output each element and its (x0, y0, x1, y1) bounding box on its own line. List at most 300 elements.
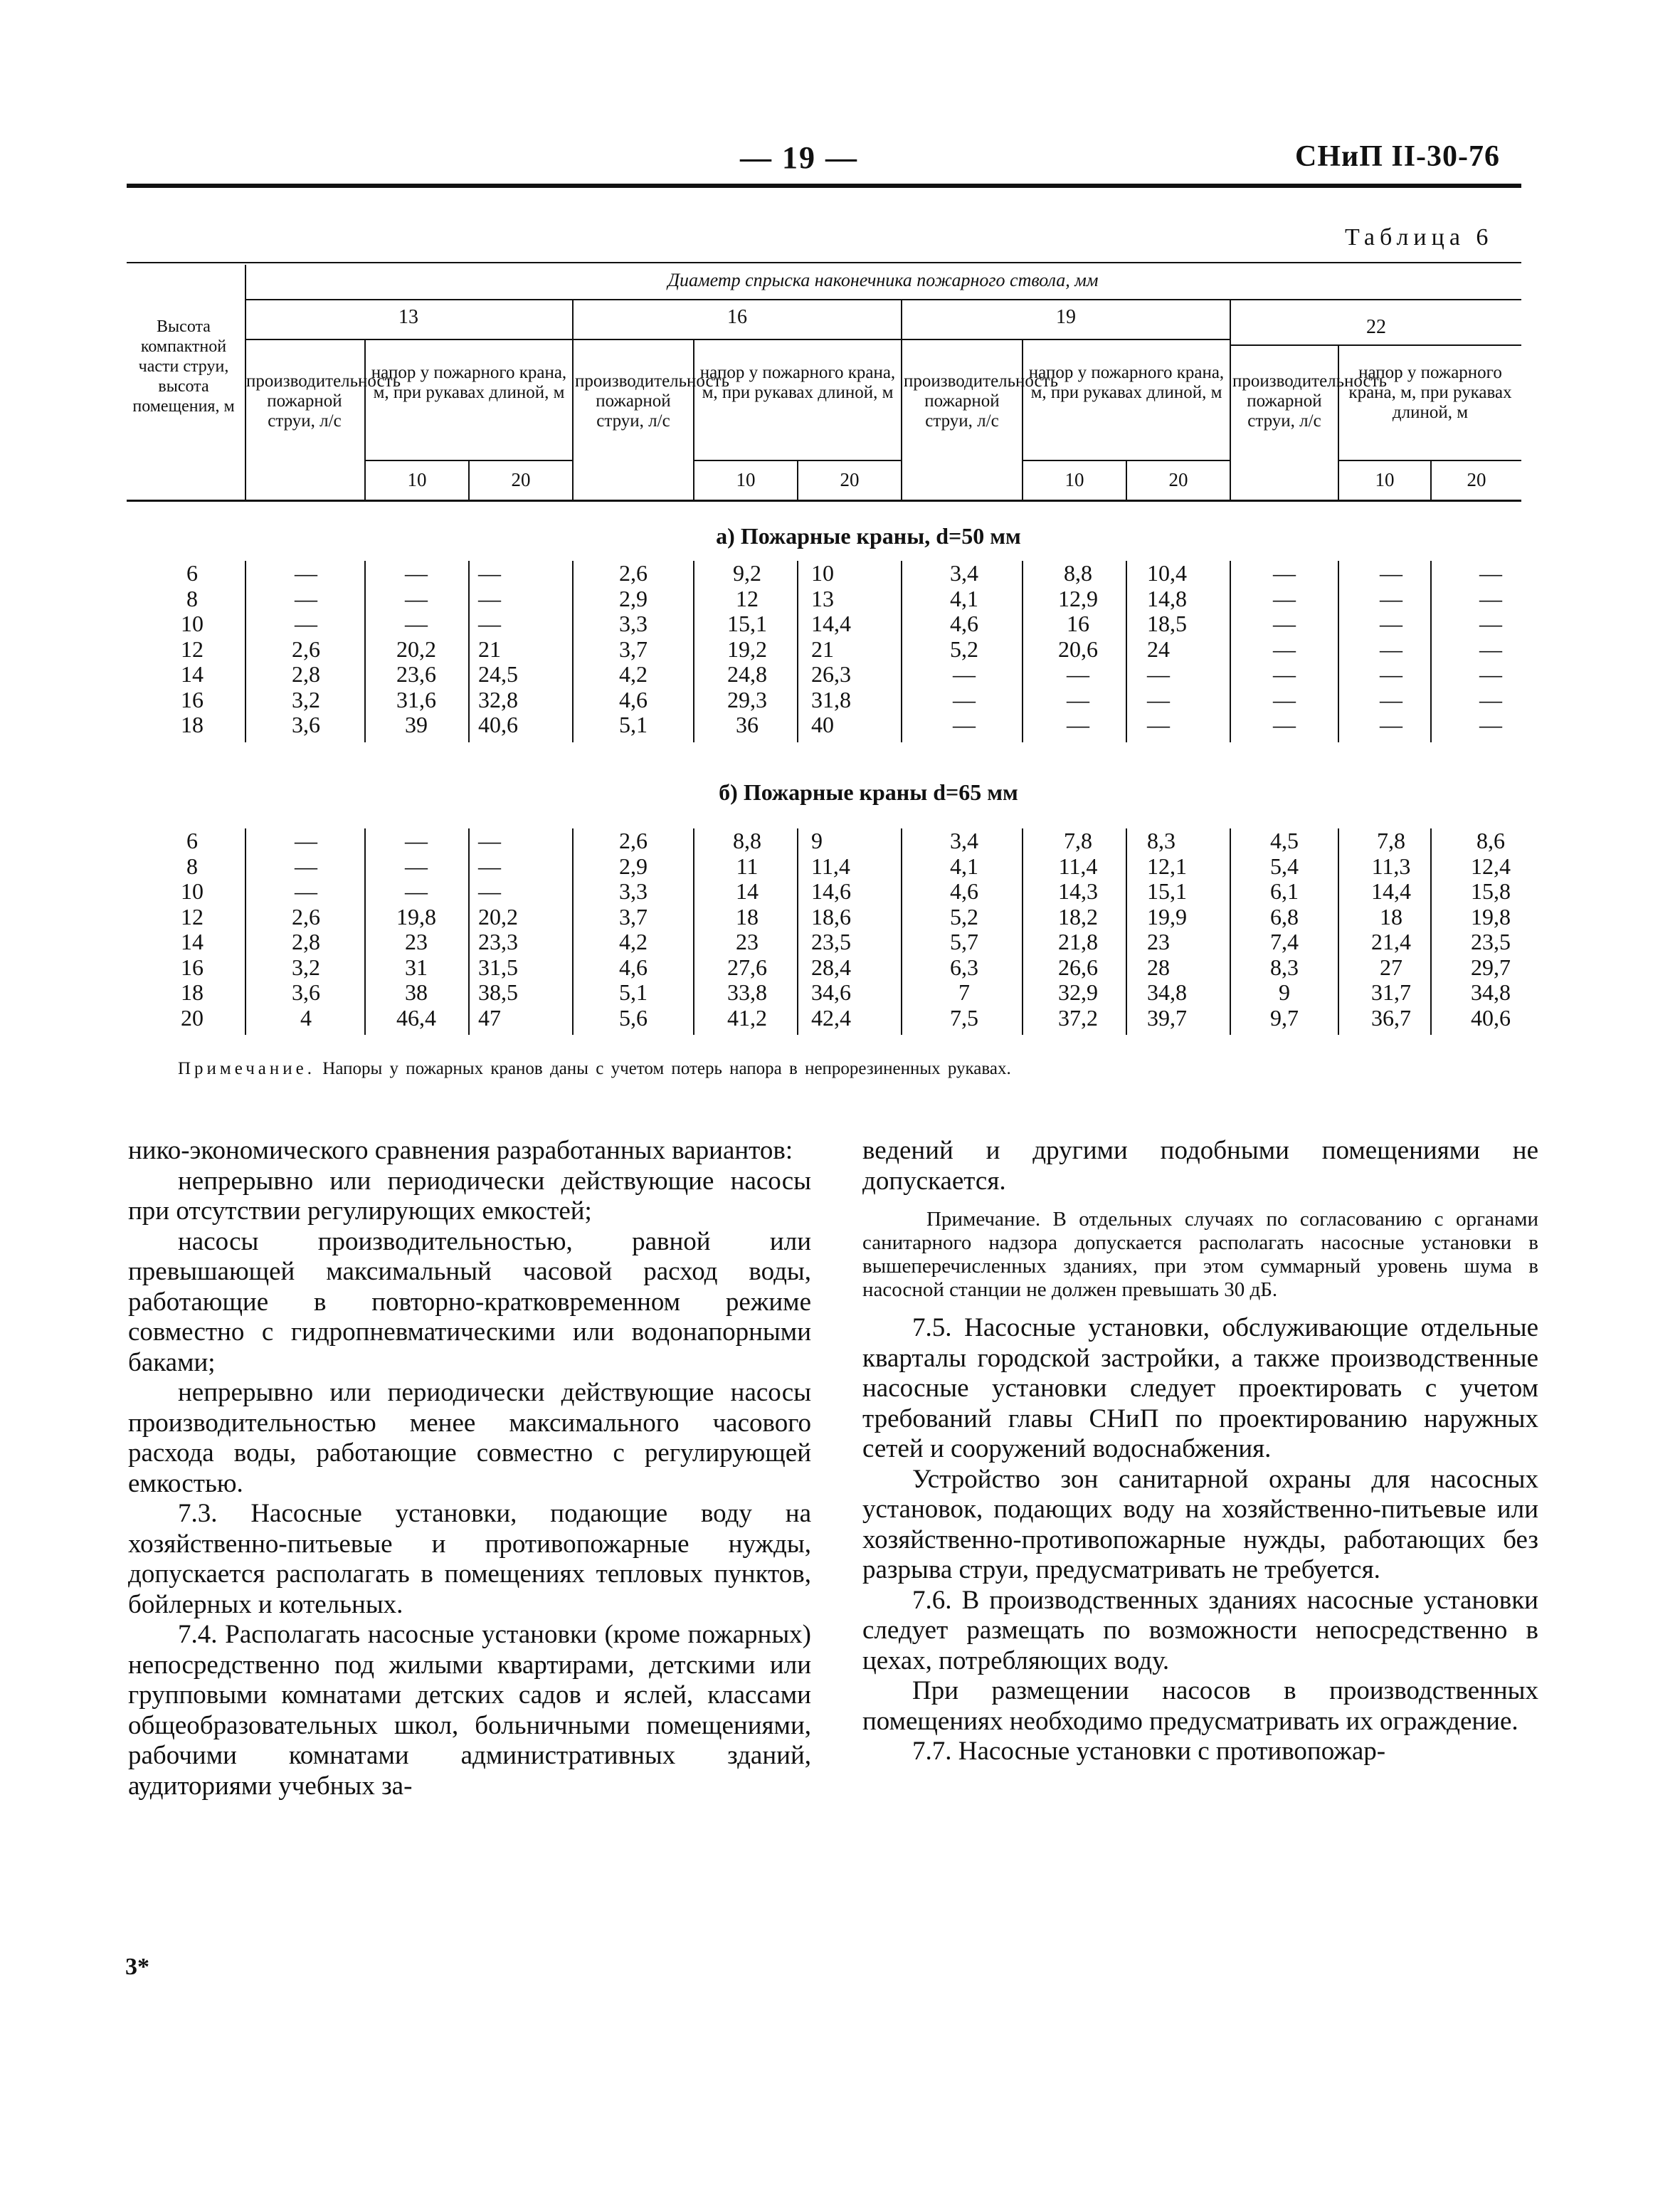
table-cell: — (405, 611, 428, 636)
flow-header: производительность пожарной струи, л/с (575, 372, 729, 431)
table-cell: 4,6 (950, 611, 978, 636)
value-column (591, 828, 676, 1031)
table-cell: 4,6 (619, 954, 648, 980)
table-cell: 42,4 (811, 1004, 851, 1031)
pressure-header: напор у пожарного крана, м, при рукавах длиной, м (1028, 363, 1225, 402)
table-cell: 3,2 (292, 686, 320, 712)
table-cell: 24,8 (727, 661, 767, 687)
pressure-header: напор у пожарного крана, м, при рукавах длиной, м (1348, 363, 1512, 422)
column-rule (364, 561, 366, 742)
table-cell: 9 (811, 828, 823, 853)
hose-length-20: 20 (511, 469, 531, 490)
table-cell: 41,2 (727, 1004, 767, 1031)
row-height-cell: 18 (181, 979, 204, 1005)
value-column (263, 828, 349, 1031)
hose-rule (1338, 460, 1521, 461)
table-cell: — (1147, 661, 1170, 687)
column-rule (1022, 561, 1023, 742)
table-cell: — (295, 828, 317, 853)
hose-length-10: 10 (736, 469, 756, 490)
table-cell: 4,6 (619, 686, 648, 712)
table-note-label: Примечание. (178, 1059, 316, 1078)
paragraph: нико-экономического сравнения разработанных вариантов: (128, 1136, 793, 1165)
diameter-rule (1231, 344, 1521, 346)
table-cell: 28,4 (811, 954, 851, 980)
column-rule (1230, 561, 1231, 742)
diameter-rule (902, 339, 1230, 340)
value-column (478, 828, 564, 1031)
table-cell: 19,8 (1471, 903, 1511, 930)
table-cell: — (953, 686, 976, 712)
table-cell: — (1380, 560, 1402, 586)
table-cell: — (295, 853, 317, 879)
table-cell: 7,8 (1064, 828, 1092, 853)
table-cell: 12,9 (1058, 585, 1098, 611)
table-cell: — (295, 878, 317, 904)
value-column (263, 561, 349, 738)
group-divider (1230, 299, 1231, 500)
table-cell: — (1479, 686, 1502, 712)
table-cell: 11,4 (1058, 853, 1098, 879)
table-cell: 29,7 (1471, 954, 1511, 980)
table-cell: 5,2 (950, 903, 978, 930)
table-cell: 20,6 (1058, 636, 1098, 662)
diameter-19: 19 (1056, 306, 1076, 328)
row-height-cell: 6 (186, 560, 198, 586)
table-cell: 29,3 (727, 686, 767, 712)
table-cell: — (1067, 661, 1089, 687)
table-cell: — (1479, 712, 1502, 737)
table-cell: 5,2 (950, 636, 978, 662)
section-b-title: б) Пожарные краны d=65 мм (719, 779, 1018, 805)
table-cell: — (1067, 712, 1089, 737)
table-cell: 2,9 (619, 585, 648, 611)
value-column (704, 828, 790, 1031)
table-cell: 15,1 (1147, 878, 1187, 904)
value-column (925, 828, 1003, 1031)
table-cell: — (405, 560, 428, 586)
clause-7-3: 7.3. Насосные установки, подающие воду на хозяйственно-питьевые и противопожарные нужды, допускается располагать в помещениях тепловых пунктов, бойлерных и котельных. (128, 1499, 811, 1619)
table-cell: 11,4 (811, 853, 850, 879)
table-cell: 23 (405, 929, 428, 954)
table-cell: 23,5 (811, 929, 851, 954)
table-cell: 34,6 (811, 979, 851, 1005)
table-cell: 5,4 (1270, 853, 1299, 879)
table-cell: 11,3 (1371, 853, 1411, 879)
table-cell: 13 (811, 585, 834, 611)
table-cell: 31,7 (1371, 979, 1411, 1005)
table-cell: 9,7 (1270, 1004, 1299, 1031)
table-cell: — (1273, 712, 1296, 737)
spanner-rule (245, 299, 1521, 300)
left-column (128, 1136, 811, 1801)
row-height-cell: 16 (181, 954, 204, 980)
paragraph: Устройство зон санитарной охраны для насосных установок, подающих воду на хозяйственно-питьевые или хозяйственно-противопожарные нужды, работающих без разрыва струи, предусматривать не требуется. (862, 1464, 1538, 1584)
table-cell: 3,4 (950, 828, 978, 853)
hose-length-20: 20 (1168, 469, 1188, 490)
table-cell: — (295, 611, 317, 636)
table-cell: 4,1 (950, 853, 978, 879)
group-divider (901, 299, 902, 500)
table-cell: 7,4 (1270, 929, 1299, 954)
table-cell: — (953, 712, 976, 737)
right-column (862, 1136, 1538, 1767)
column-rule (797, 561, 798, 742)
table-cell: 23 (736, 929, 759, 954)
table-cell: 3,6 (292, 712, 320, 737)
column-rule (572, 828, 574, 1035)
column-rule (1338, 561, 1339, 742)
column-rule (797, 828, 798, 1035)
table-cell: 3,6 (292, 979, 320, 1005)
table-cell: — (1479, 611, 1502, 636)
column-rule (1430, 828, 1432, 1035)
table-cell: 39 (405, 712, 428, 737)
table-cell: 32,8 (478, 686, 518, 712)
clause-note: Примечание. В отдельных случаях по согласованию с органами санитарного надзора допускается располагать насосные установки в вышеперечисленных зданиях, при этом суммарный уровень шума в насосной станции не должен превышать 30 дБ. (862, 1208, 1538, 1301)
table-cell: 46,4 (396, 1004, 436, 1031)
paragraph: насосы производительностью, равной или превышающей максимальный часовой расход воды, работающие в повторно-кратковременном режиме совместно с гидропневматическими или водонапорными баками; (128, 1226, 811, 1377)
table-cell: 21 (478, 636, 501, 662)
table-cell: 28 (1147, 954, 1170, 980)
table-cell: — (1273, 611, 1296, 636)
table-cell: 4,1 (950, 585, 978, 611)
value-column (370, 828, 463, 1031)
column-rule (364, 828, 366, 1035)
table-cell: 12 (736, 585, 759, 611)
hose-length-10: 10 (1375, 469, 1395, 490)
table-cell: 37,2 (1058, 1004, 1098, 1031)
table-cell: 4,2 (619, 929, 648, 954)
table-cell: 33,8 (727, 979, 767, 1005)
pressure-header: напор у пожарного крана, м, при рукавах длиной, м (371, 363, 567, 402)
table-cell: — (953, 661, 976, 687)
paragraph: непрерывно или периодически действующие насосы производительностью менее максимального часового расхода воды, работающие совместно с регулирующей емкостью. (128, 1378, 811, 1498)
value-column (1242, 561, 1327, 738)
table-cell: 14,4 (811, 611, 851, 636)
table-cell: — (1273, 585, 1296, 611)
table-cell: 3,7 (619, 903, 648, 930)
section-a-title: а) Пожарные краны, d=50 мм (716, 523, 1021, 549)
value-column (1452, 828, 1530, 1031)
row-height-cell: 8 (186, 853, 198, 879)
table-cell: — (1273, 661, 1296, 687)
document-code: СНиП II-30-76 (1295, 140, 1501, 173)
table-cell: 11 (736, 853, 759, 879)
table-cell: 18,6 (811, 903, 851, 930)
table-cell: — (478, 878, 501, 904)
table-cell: 4 (300, 1004, 312, 1031)
table-cell: 3,3 (619, 611, 648, 636)
column-rule (1338, 828, 1339, 1035)
flow-header: производительность пожарной струи, л/с (904, 372, 1058, 431)
row-height-cell: 8 (186, 585, 198, 611)
row-height-cell: 14 (181, 661, 204, 687)
table-cell: 6,3 (950, 954, 978, 980)
table-cell: 15,1 (727, 611, 767, 636)
table-cell: 9,2 (733, 560, 761, 586)
table-cell: 6,1 (1270, 878, 1299, 904)
height-column (157, 561, 228, 738)
table-cell: — (478, 560, 501, 586)
table-cell: — (1380, 712, 1402, 737)
table-cell: — (1273, 686, 1296, 712)
table-cell: 2,6 (619, 828, 648, 853)
table-cell: — (1273, 560, 1296, 586)
table-cell: 40,6 (1471, 1004, 1511, 1031)
height-column (157, 828, 228, 1031)
table-cell: — (1380, 585, 1402, 611)
table-cell: 31 (405, 954, 428, 980)
table-cell: 4,2 (619, 661, 648, 687)
table-cell: 18,2 (1058, 903, 1098, 930)
table-cell: 6,8 (1270, 903, 1299, 930)
column-rule (1230, 828, 1231, 1035)
table-cell: 8,6 (1476, 828, 1505, 853)
table-cell: 40,6 (478, 712, 518, 737)
table-cell: — (1380, 611, 1402, 636)
value-column (811, 828, 889, 1031)
table-cell: 12,1 (1147, 853, 1187, 879)
table-cell: 2,6 (292, 903, 320, 930)
paragraph: При размещении насосов в производственных помещениях необходимо предусматривать их ограждение. (862, 1676, 1538, 1736)
diameter-22: 22 (1366, 316, 1386, 338)
table-cell: 20,2 (478, 903, 518, 930)
table-cell: 8,3 (1270, 954, 1299, 980)
column-rule (1126, 561, 1127, 742)
column-rule (693, 828, 694, 1035)
paragraph: непрерывно или периодически действующие насосы при отсутствии регулирующих емкостей; (128, 1166, 811, 1226)
flow-header: производительность пожарной струи, л/с (246, 372, 401, 431)
table-cell: 2,6 (619, 560, 648, 586)
table-cell: 15,8 (1471, 878, 1511, 904)
table-cell: 5,1 (619, 979, 648, 1005)
table-cell: 4,5 (1270, 828, 1299, 853)
table-cell: 47 (478, 1004, 501, 1031)
paragraph: ведений и другими подобными помещениями не допускается. (862, 1136, 1538, 1196)
table-cell: 23,6 (396, 661, 436, 687)
page-number: — 19 — (740, 140, 858, 175)
table-cell: — (478, 611, 501, 636)
table-cell: 27,6 (727, 954, 767, 980)
value-column (811, 561, 889, 738)
table-cell: 5,6 (619, 1004, 648, 1031)
column-rule (245, 828, 246, 1035)
table-cell: 8,8 (1064, 560, 1092, 586)
value-column (1147, 828, 1218, 1031)
table-cell: — (1147, 686, 1170, 712)
table-cell: — (295, 560, 317, 586)
table-cell: — (1380, 686, 1402, 712)
table-cell: — (405, 878, 428, 904)
column-rule (468, 828, 470, 1035)
table-cell: 26,6 (1058, 954, 1098, 980)
table-cell: 19,2 (727, 636, 767, 662)
table-cell: 32,9 (1058, 979, 1098, 1005)
row-height-cell: 12 (181, 903, 204, 930)
table-note-text: Напоры у пожарных кранов даны с учетом потерь напора в непрорезиненных рукавах. (322, 1059, 1011, 1078)
value-column (1039, 828, 1117, 1031)
table-cell: 31,8 (811, 686, 851, 712)
spanner-header: Диаметр спрыска наконечника пожарного ствола, мм (667, 270, 1099, 290)
table-cell: — (405, 853, 428, 879)
table-cell: — (1067, 686, 1089, 712)
table-cell: 39,7 (1147, 1004, 1187, 1031)
table-cell: — (478, 853, 501, 879)
table-cell: 2,6 (292, 636, 320, 662)
table-cell: 14 (736, 878, 759, 904)
table-cell: 14,3 (1058, 878, 1098, 904)
table-cell: — (1479, 661, 1502, 687)
hose-length-10: 10 (1064, 469, 1084, 490)
row-height-cell: 18 (181, 712, 204, 737)
table-cell: 5,7 (950, 929, 978, 954)
table-header-bottom-rule (127, 500, 1521, 502)
table-cell: 10 (811, 560, 834, 586)
table-cell: 7,8 (1377, 828, 1405, 853)
table-cell: 8,3 (1147, 828, 1176, 853)
header-rule (127, 184, 1521, 188)
table-cell: 38 (405, 979, 428, 1005)
column-rule (693, 561, 694, 742)
table-cell: 9 (1279, 979, 1290, 1005)
table-cell: 2,8 (292, 929, 320, 954)
flow-header: производительность пожарной струи, л/с (1232, 372, 1387, 431)
row-height-cell: 12 (181, 636, 204, 662)
column-rule (245, 561, 246, 742)
table-cell: 3,4 (950, 560, 978, 586)
table-cell: 5,1 (619, 712, 648, 737)
table-cell: 31,5 (478, 954, 518, 980)
table-cell: 18 (736, 903, 759, 930)
table-cell: 40 (811, 712, 834, 737)
stub-header: Высота компактной части струи, высота помещения, м (132, 317, 235, 416)
table-cell: 23,3 (478, 929, 518, 954)
table-cell: 23,5 (1471, 929, 1511, 954)
table-cell: 36,7 (1371, 1004, 1411, 1031)
table-cell: — (405, 585, 428, 611)
table-cell: 21 (811, 636, 834, 662)
table-cell: 24 (1147, 636, 1170, 662)
table-cell: 8,8 (733, 828, 761, 853)
table-title: Таблица 6 (1345, 224, 1494, 251)
table-cell: 38,5 (478, 979, 518, 1005)
diameter-16: 16 (727, 306, 747, 328)
table-cell: 21,8 (1058, 929, 1098, 954)
clause-7-5: 7.5. Насосные установки, обслуживающие отдельные кварталы городской застройки, а также производственные насосные установки следует проектировать с учетом требований главы СНиП по проектированию наружных сетей и сооружений водоснабжения. (862, 1313, 1538, 1463)
diameter-rule (574, 339, 901, 340)
table-cell: 21,4 (1371, 929, 1411, 954)
table-cell: 3,2 (292, 954, 320, 980)
value-column (925, 561, 1003, 738)
diameter-rule (245, 339, 572, 340)
table-note (178, 1059, 1011, 1079)
table-section-a (0, 561, 1680, 746)
value-column (478, 561, 564, 738)
table-cell: 18 (1380, 903, 1402, 930)
table-cell: 20,2 (396, 636, 436, 662)
column-rule (1430, 561, 1432, 742)
group-divider (572, 299, 574, 500)
table-cell: 16 (1067, 611, 1089, 636)
table-cell: — (1380, 661, 1402, 687)
table-cell: 10,4 (1147, 560, 1187, 586)
row-height-cell: 14 (181, 929, 204, 954)
table-cell: 14,6 (811, 878, 851, 904)
table-cell: 18,5 (1147, 611, 1187, 636)
table-cell: — (1380, 636, 1402, 662)
table-cell: 34,8 (1147, 979, 1187, 1005)
value-column (1147, 561, 1218, 738)
table-cell: — (295, 585, 317, 611)
value-column (1452, 561, 1530, 738)
table-cell: — (1479, 585, 1502, 611)
clause-7-7: 7.7. Насосные установки с противопожар- (912, 1737, 1386, 1766)
table-cell: 3,3 (619, 878, 648, 904)
clause-7-4: 7.4. Располагать насосные установки (кроме пожарных) непосредственно под жилыми квартирами, детскими или групповыми комнатами детских садов и яслей, классами общеобразовательных школ, больничными помещениями, рабочими комнатами административных зданий, аудиториями учебных за- (128, 1620, 811, 1801)
table-cell: — (1479, 636, 1502, 662)
table-cell: 2,8 (292, 661, 320, 687)
table-cell: 7,5 (950, 1004, 978, 1031)
table-cell: — (1479, 560, 1502, 586)
table-cell: 24,5 (478, 661, 518, 687)
table-cell: 26,3 (811, 661, 851, 687)
table-cell: — (1147, 712, 1170, 737)
row-height-cell: 10 (181, 878, 204, 904)
value-column (704, 561, 790, 738)
table-cell: 14,8 (1147, 585, 1187, 611)
clause-7-6: 7.6. В производственных зданиях насосные установки следует размещать по возможности непосредственно в цехах, потребляющих воду. (862, 1585, 1538, 1675)
value-column (1352, 828, 1430, 1031)
column-rule (468, 561, 470, 742)
hose-length-10: 10 (407, 469, 427, 490)
table-cell: — (1273, 636, 1296, 662)
table-cell: 36 (736, 712, 759, 737)
column-rule (901, 561, 902, 742)
row-height-cell: 20 (181, 1004, 204, 1031)
table-cell: — (405, 828, 428, 853)
row-height-cell: 10 (181, 611, 204, 636)
value-column (1242, 828, 1327, 1031)
table-cell: 12,4 (1471, 853, 1511, 879)
column-rule (572, 561, 574, 742)
table-cell: 31,6 (396, 686, 436, 712)
value-column (370, 561, 463, 738)
table-cell: 4,6 (950, 878, 978, 904)
value-column (591, 561, 676, 738)
hose-length-20: 20 (840, 469, 860, 490)
table-cell: 19,8 (396, 903, 436, 930)
pressure-header: напор у пожарного крана, м, при рукавах длиной, м (699, 363, 896, 402)
hose-length-20: 20 (1467, 469, 1486, 490)
table-cell: — (478, 828, 501, 853)
table-cell: 2,9 (619, 853, 648, 879)
table-cell: 34,8 (1471, 979, 1511, 1005)
table-cell: 27 (1380, 954, 1402, 980)
table-section-b (0, 828, 1680, 1039)
column-rule (1126, 828, 1127, 1035)
table-cell: 3,7 (619, 636, 648, 662)
value-column (1352, 561, 1430, 738)
table-cell: — (478, 585, 501, 611)
table-cell: 14,4 (1371, 878, 1411, 904)
signature-mark: 3* (125, 1954, 149, 1980)
table-cell: 7 (958, 979, 970, 1005)
diameter-13: 13 (398, 306, 418, 328)
table-top-rule (127, 262, 1521, 263)
value-column (1039, 561, 1117, 738)
row-height-cell: 6 (186, 828, 198, 853)
